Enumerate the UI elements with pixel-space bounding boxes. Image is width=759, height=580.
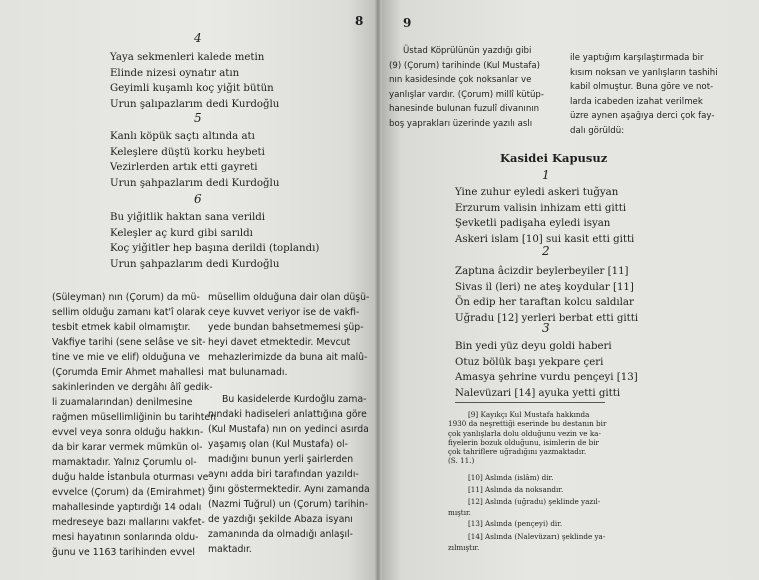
text-line: zamanında da olmadığı anlaşıl- <box>208 529 353 540</box>
text-line: mat bulunamadı. <box>208 367 288 378</box>
text-line: rağmen müsellimliğinin bu tarihten <box>52 412 216 423</box>
prose-column-2 <box>208 290 370 557</box>
stanza-6 <box>110 210 319 272</box>
text-line: madığını bunun yerli şairlerden <box>208 454 354 465</box>
text-line: tesbit etmek kabil olmamıştır. <box>52 322 191 333</box>
text-line: Vakfiye tarihi (sene selâse ve sit- <box>52 337 206 348</box>
verse-line: Sivas il (leri) ne ateş koydular [11] <box>455 281 634 293</box>
footnote-line: [10] Aslında (islâm) dir. <box>468 472 554 482</box>
footnote-line: [11] Aslında da noksandır. <box>468 484 564 494</box>
stanza-number: 2 <box>542 244 550 258</box>
text-line: maktadır. <box>208 544 252 555</box>
text-line: ceye kuvvet veriyor ise de vakfi- <box>208 307 360 318</box>
stanza-number: 1 <box>542 168 550 182</box>
text-line: heyi davet etmektedir. Mevcut <box>208 337 351 348</box>
verse-line: Koç yiğitler hep başına derildi (toplandı) <box>110 243 320 254</box>
verse-line: Urun şalıpazlarım dedi Kurdoğlu <box>110 98 280 110</box>
verse-line: Keleşler aç kurd gibi sarıldı <box>110 227 253 239</box>
stanza-number: 4 <box>194 31 202 45</box>
verse-line: Nalevüzari [14] ayuka yetti gitti <box>455 387 621 399</box>
stanza-1 <box>455 185 634 247</box>
footnote-line: çok yanlışlarla dolu olduğunu vezin ve ka- <box>448 428 601 438</box>
text-line: evvel veya sonra olduğu hakkın- <box>52 427 204 438</box>
page-number: 8 <box>355 14 364 28</box>
verse-line: Urun şahpazlarım dedi Kurdoğlu <box>110 177 280 189</box>
footnote-line: fiyelerin bozuk olduğunu, isimlerin de bir <box>448 437 599 447</box>
verse-line: Bin yedi yüz deyu goldi haberi <box>455 341 612 352</box>
stanza-3 <box>455 339 638 401</box>
verse-line: Otuz bölük başı yekpare çeri <box>455 356 604 368</box>
verse-line: Elinde nizesi oynatır atın <box>110 67 240 79</box>
footnote-divider <box>455 402 605 403</box>
verse-line: Geyimli kuşamlı koç yiğit bütün <box>110 83 274 94</box>
text-line: tine ve mie ve elif) olduğuna ve <box>52 352 200 363</box>
footnote-line: [9] Kayıkçı Kul Mustafa hakkında <box>468 410 590 419</box>
right-page <box>378 0 759 580</box>
stanza-5 <box>110 129 279 191</box>
text-line: medreseye bazı mallarını vakfet- <box>52 517 205 528</box>
stanza-2 <box>455 264 638 326</box>
text-line: da bir karar vermek mümkün ol- <box>52 442 203 453</box>
text-line: ğunu ve 1163 tarihinden evvel <box>52 547 195 558</box>
text-line: üzre aynen aşağıya derci çok fay- <box>570 111 715 122</box>
stanza-4 <box>110 50 279 112</box>
footnote-line: [12] Aslında (uğradu) şeklinde yazıl- <box>468 496 601 506</box>
text-line: boş yaprakları üzerinde yazılı aslı <box>389 118 533 129</box>
text-line: li zuamalarından) denilmesine <box>52 397 193 408</box>
footnote-line: (S. 11.) <box>448 456 475 466</box>
text-line: mesi hayatının sonlarında oldu- <box>52 532 199 543</box>
poem-heading: Kasidei Kapusuz <box>500 151 608 165</box>
verse-line: Urun şahpazlarım dedi Kurdoğlu <box>110 258 280 270</box>
verse-line: Ön edip her taraftan kolcu saldılar <box>455 297 634 308</box>
text-line: mahallesinde yaptırdığı 14 odalı <box>52 502 202 513</box>
footnotes <box>448 410 606 552</box>
text-line: ğını göstermektedir. Aynı zamanda <box>208 484 370 495</box>
text-line: yede bundan bahsetmemesi şüp- <box>208 322 364 333</box>
verse-line: Yine zuhur eyledi askeri tuğyan <box>455 187 619 198</box>
verse-line: Uğradu [12] yerleri berbat etti gitti <box>455 312 639 324</box>
verse-line: Yaya sekmenleri kalede metin <box>110 52 265 63</box>
verse-line: Amasya şehrine vurdu pençeyi [13] <box>455 372 638 383</box>
verse-line: Erzurum valisin inhizam etti gitti <box>455 202 627 214</box>
stanza-number: 3 <box>542 321 550 335</box>
text-line: yaşamış olan (Kul Mustafa) ol- <box>208 439 348 450</box>
page-number: 9 <box>403 16 412 30</box>
text-line: mehazlerimizde da buna ait malû- <box>208 352 368 363</box>
text-line: sellim olduğu zamanı kat'î olarak <box>52 307 206 318</box>
footnote-line: zılmıştır. <box>448 543 480 553</box>
text-line: sakinlerinden ve dergâhı âlî gedik- <box>52 382 213 393</box>
stanza-number: 6 <box>194 192 202 206</box>
intro-column-2 <box>570 51 718 139</box>
text-line: dalı görüldü: <box>570 125 625 136</box>
prose-column-1 <box>52 290 216 560</box>
text-line: (9) (Çorum) tarihinde (Kul Mustafa) <box>389 60 541 71</box>
left-page <box>0 0 378 580</box>
text-line: hanesinde bulunan fuzulî divanının <box>389 104 540 115</box>
footnote-line: çok tahriflere uğradığını yazmaktadır. <box>448 447 587 457</box>
text-line: duğu halde İstanbula oturması ve <box>52 472 209 483</box>
text-line: evvelce (Çorum) da (Emirahmet) <box>52 487 206 498</box>
text-line: larda icabeden izahat verilmek <box>570 96 703 107</box>
text-line: müsellim olduğuna dair olan düşü- <box>208 292 370 303</box>
text-line: Bu kasidelerde Kurdoğlu zama- <box>222 394 367 405</box>
footnote-line: [14] Aslında (Nalevüzarı) şeklinde ya- <box>468 532 606 542</box>
text-line <box>208 380 370 392</box>
verse-line: Zaptına âcizdir beylerbeyiler [11] <box>455 266 629 277</box>
verse-line: Bu yiğitlik haktan sana verildi <box>110 212 266 223</box>
text-line: yanlışlar vardır. (Çorum) millî kütüp- <box>389 89 544 100</box>
text-line: kabil olmuştur. Buna göre ve not- <box>570 82 714 93</box>
text-line: mamaktadır. Yalnız Çorumlu ol- <box>52 457 197 468</box>
verse-line: Şevketli padişaha eyledi isyan <box>455 218 611 229</box>
intro-column-1 <box>389 44 544 132</box>
text-line: nındaki hadiseleri anlattığına göre <box>208 409 367 420</box>
footnote-line: 1930 da neşrettiği eserinde bu destanın bir <box>448 419 607 429</box>
footnote-line: [13] Aslında (pençeyi) dir. <box>468 519 563 529</box>
verse-line: Kanlı köpük saçtı altında atı <box>110 131 255 142</box>
text-line: kısım noksan ve yanlışların tashihi <box>570 67 718 78</box>
verse-line: Askeri islam [10] sui kasit etti gitti <box>455 233 635 245</box>
text-line: (Nazmi Tuğrul) un (Çorum) tarihin- <box>208 499 369 510</box>
text-line: (Süleyman) nın (Çorum) da mü- <box>52 292 200 303</box>
text-line: (Çorumda Emir Ahmet mahallesi <box>52 367 204 378</box>
verse-line: Keleşlere düştü korku heybeti <box>110 146 265 158</box>
book-gutter <box>374 0 382 580</box>
text-line: ile yaptığım karşılaştırmada bir <box>570 53 704 63</box>
text-line: (Kul Mustafa) nın on yedinci asırda <box>208 424 369 435</box>
verse-line: Vezirlerden artık etti gayreti <box>110 162 258 173</box>
footnote-line: mıştır. <box>448 507 471 517</box>
stanza-number: 5 <box>194 111 202 125</box>
text-line: de yazdığı şekilde Abaza isyanı <box>208 514 353 525</box>
text-line: aynı adda biri tarafından yazıldı- <box>208 469 359 480</box>
text-line: nın kasidesinde çok noksanlar ve <box>389 75 532 86</box>
text-line: Üstad Köprülünün yazdığı gibi <box>403 46 532 56</box>
